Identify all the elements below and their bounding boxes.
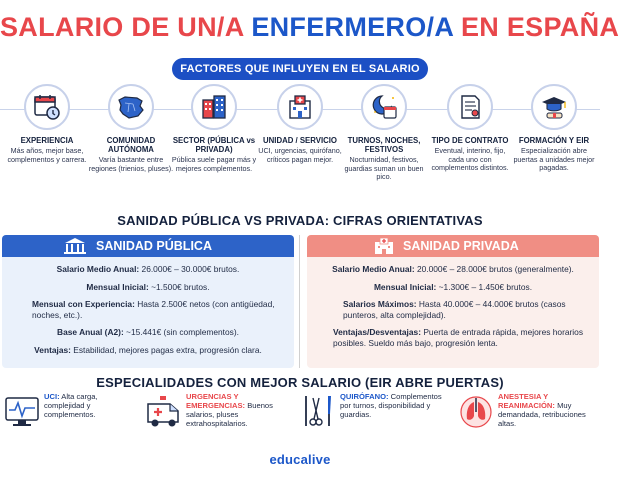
row-label: Mensual Inicial: [373,281,437,292]
specialty-label: UCI: [44,392,60,401]
factor-title: COMUNIDAD AUTÓNOMA [106,136,156,154]
buildings-icon [191,84,237,130]
monitor-icon [4,392,40,432]
ambulance-icon [146,392,182,432]
row-text: 20.000€ – 28.000€ brutos (generalmente). [414,264,574,274]
factors-row [0,84,600,202]
info-row [315,327,591,348]
spain-map-icon [108,84,154,130]
factor-desc: Más años, mejor base, complementos y carrera. [7,146,87,164]
panel-title: SANIDAD PÚBLICA [96,239,212,253]
row-text: ~1.300€ – 1.450€ brutos. [436,281,533,292]
factor-sector [171,84,257,173]
title-part-3: EN ESPAÑA [460,12,619,42]
row-text: Puerta de entrada rápida, mejores horarios posibles. Sueldo más bajo, progresión lenta. [333,327,584,348]
contract-icon [447,84,493,130]
specialty-anestesia [458,392,598,432]
specialty-text: Alta carga, complejidad y complementos. [44,392,98,419]
specialty-quirofano [300,392,448,432]
row-text: 26.000€ – 30.000€ brutos. [139,264,240,274]
factor-desc: Eventual, interino, fijo, cada uno con complementos distintos. [431,146,509,173]
factor-desc: Especialización abre puertas a unidades mejor pagadas. [513,146,595,173]
info-row [10,282,286,293]
row-text: ~15.441€ (sin complementos). [123,327,239,337]
row-text: Hasta 40.000€ – 44.000€ brutos (casos punteros, alta complejidad). [343,299,566,320]
hospital-building-icon [373,237,395,262]
specialty-label: QUIRÓFANO: [340,392,389,401]
info-row [315,282,591,293]
info-row [10,299,286,320]
title-part-1: SALARIO DE UN/A [0,12,244,42]
row-label: Salarios Máximos: [343,299,417,309]
factor-title: SECTOR (PÚBLICA vs PRIVADA) [172,136,256,154]
factor-contrato [427,84,513,173]
factor-desc: UCI, urgencias, quirófano, críticos pagan mejor. [258,146,342,164]
specialty-uci [4,392,140,432]
factor-experiencia [4,84,90,164]
row-text: ~1.500€ brutos. [148,281,210,292]
info-row [10,264,286,275]
specialty-urgencias [146,392,296,432]
factor-desc: Nocturnidad, festivos, guardias suman un buen pico. [344,155,424,182]
surgical-tools-icon [300,392,336,432]
row-label: Ventajas: [34,344,71,355]
title-part-2: ENFERMERO/A [251,12,454,42]
specialty-text: Muy demandada, retribuciones altas. [498,401,586,428]
row-label: Ventajas/Desventajas: [333,327,421,337]
info-row [315,299,591,320]
specialty-label: URGENCIAS Y EMERGENCIAS: [186,392,246,410]
row-label: Salario Medio Anual: [56,264,140,274]
panel-sanidad-publica [2,235,294,368]
comparison-heading: SANIDAD PÚBLICA VS PRIVADA: CIFRAS ORIENTATIVAS [117,213,483,228]
factor-title: UNIDAD / SERVICIO [263,136,337,145]
specialties-heading: ESPECIALIDADES CON MEJOR SALARIO (EIR ABRE PUERTAS) [96,375,504,390]
factor-unidad [257,84,343,164]
info-row [10,327,286,338]
factors-heading: FACTORES QUE INFLUYEN EN EL SALARIO [172,58,428,80]
graduation-icon [531,84,577,130]
factor-title: EXPERIENCIA [20,136,74,145]
educalive-logo[interactable]: educalive [269,452,331,467]
moon-calendar-icon [361,84,407,130]
factor-title: TURNOS, NOCHES, FESTIVOS [347,136,421,154]
panel-sanidad-privada [307,235,599,368]
factor-formacion [511,84,597,173]
row-label: Mensual Inicial: [86,281,149,292]
panel-divider [299,235,300,368]
specialty-text: Buenos salarios, pluses extrahospitalarios. [186,401,273,428]
factor-title: TIPO DE CONTRATO [431,136,509,145]
panel-header [2,235,294,257]
panel-title: SANIDAD PRIVADA [403,239,519,253]
government-building-icon [62,237,88,262]
specialty-label: ANESTESIA Y REANIMACIÓN: [498,392,555,410]
row-text: Estabilidad, mejores pagas extra, progresión clara. [70,344,262,355]
panel-header [307,235,599,257]
row-label: Base Anual (A2): [57,327,124,337]
row-text: Hasta 2.500€ netos (con antigüedad, noches, etc.). [32,299,275,320]
calendar-clock-icon [24,84,70,130]
specialty-text: Complementos por turnos, disponibilidad y guardias. [340,392,442,419]
info-row [315,264,591,275]
row-label: Mensual con Experiencia: [32,299,135,309]
factor-turnos [341,84,427,182]
page-title [0,12,619,42]
factor-comunidad [88,84,174,173]
factor-desc: Varía bastante entre regiones (trienios, pluses). [88,155,174,173]
row-label: Salario Medio Anual: [332,264,415,274]
info-row [10,345,286,356]
specialties-row [0,392,600,442]
factor-desc: Pública suele pagar más y mejores complementos. [171,155,257,173]
lungs-icon [458,392,494,432]
factor-title: FORMACIÓN Y EIR [518,136,590,145]
hospital-icon [277,84,323,130]
